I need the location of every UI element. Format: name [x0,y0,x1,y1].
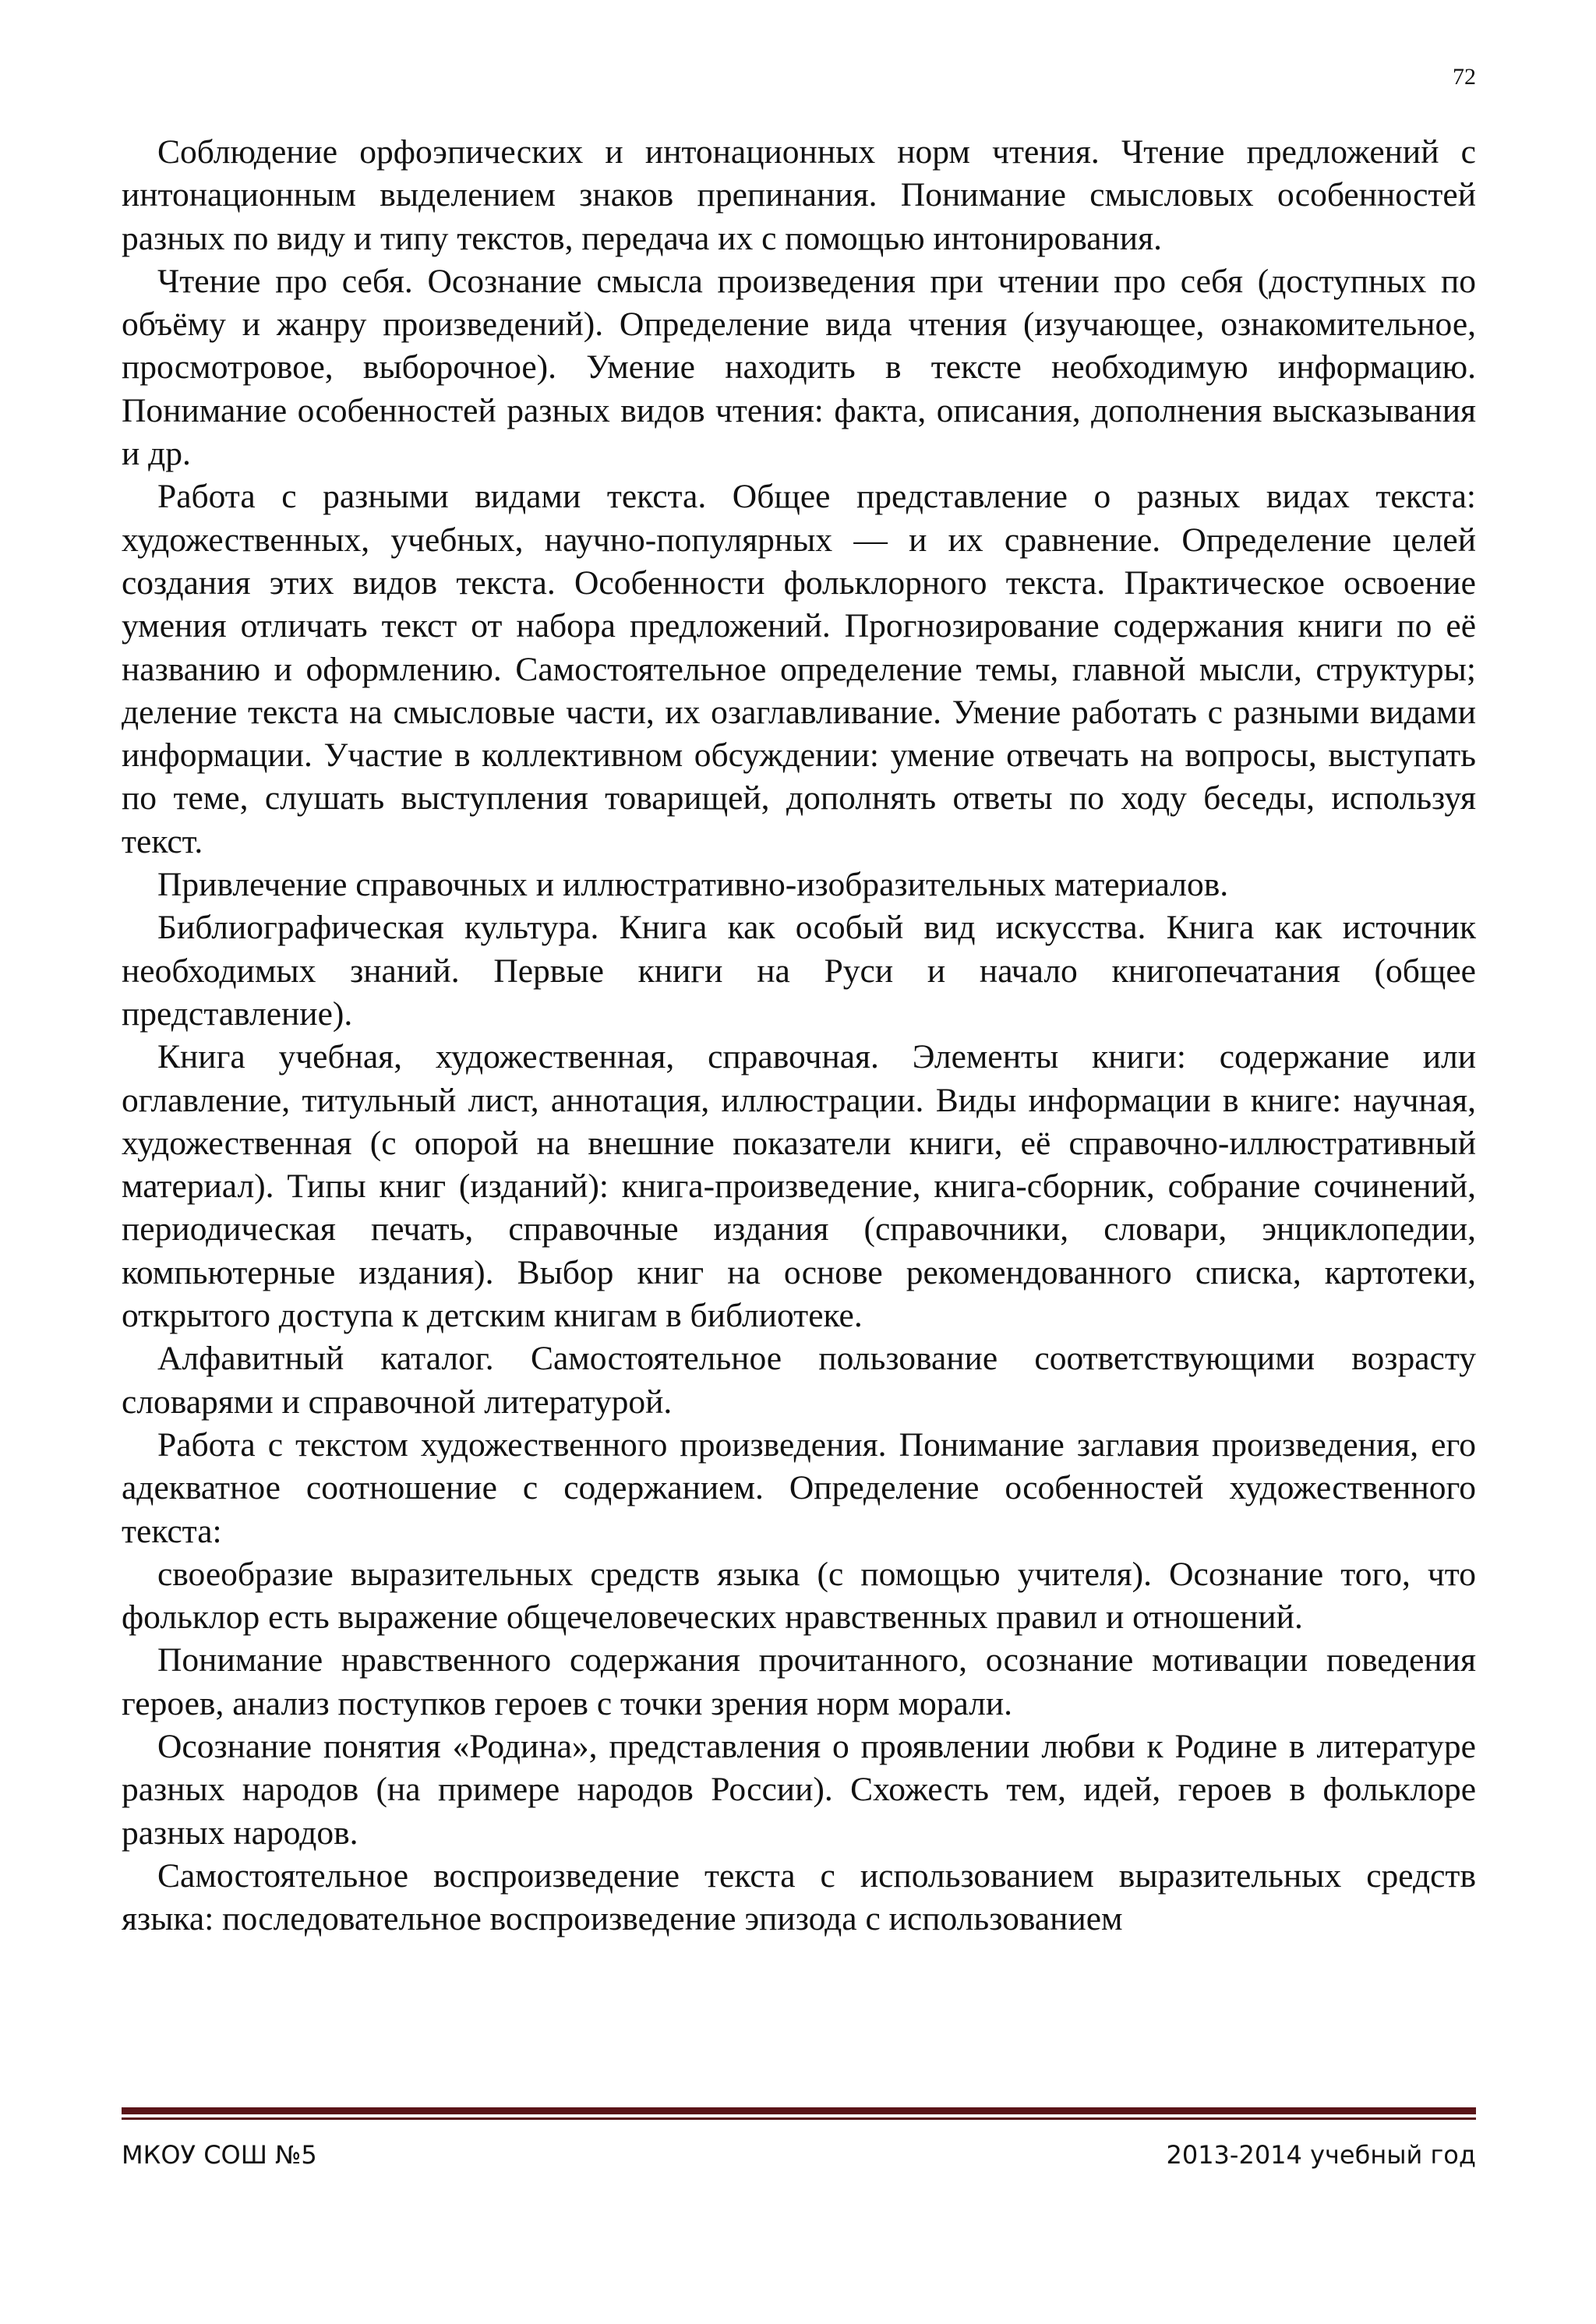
paragraph-bibliographic-culture: Библиографическая культура. Книга как особый вид искусства. Книга как источник необходимых знаний. Первые книги на Руси и начало книгопечатания (общее представление). [122,909,1476,1033]
paragraph-expressive-means: своеобразие выразительных средств языка (с помощью учителя). Осознание того, что фольклор есть выражение общечеловеческих нравственных правил и отношений. [122,1555,1476,1637]
paragraph-reference-materials: Привлечение справочных и иллюстративно-изобразительных материалов. [157,866,1229,904]
page-number: 72 [1453,64,1476,90]
paragraph-retelling: Самостоятельное воспроизведение текста с использованием выразительных средств языка: последовательное воспроизведение эпизода с использованием [122,1856,1476,1938]
paragraph-literary-text: Работа с текстом художественного произведения. Понимание заглавия произведения, его адекватное соотношение с содержанием. Определение особенностей художественного текста: [122,1425,1476,1550]
paragraph-book-kinds: Книга учебная, художественная, справочная. Элементы книги: содержание или оглавление, титульный лист, аннотация, иллюстрации. Виды информации в книге: научная, художественная (с опорой на внешние показатели книги, её справочно-иллюстративный материал). Типы книг (изданий): книга-произведение, книга-сборник, собрание сочинений, периодическая печать, справочные издания (справочники, словари, энциклопедии, компьютерные издания). Выбор книг на основе рекомендованного списка, картотеки, открытого доступа к детским книгам в библиотеке. [122,1038,1476,1335]
footer-rule-thick [122,2107,1476,2114]
paragraph-moral-content: Понимание нравственного содержания прочитанного, осознание мотивации поведения героев, анализ поступков героев с точки зрения норм морали. [122,1641,1476,1722]
footer-rule-thin [122,2117,1476,2120]
paragraph-text-types: Работа с разными видами текста. Общее представление о разных видах текста: художественных, учебных, научно-популярных — и их сравнение. Определение целей создания этих видов текста. Особенности фольклорного текста. Практическое освоение умения отличать текст от набора предложений. Прогнозирование содержания книги по её названию и оформлению. Самостоятельное определение темы, главной мысли, структуры; деление текста на смысловые части, их озаглавливание. Умение работать с разными видами информации. Участие в коллективном обсуждении: умение отвечать на вопросы, выступать по теме, слушать выступления товарищей, дополнять ответы по ходу беседы, используя текст. [122,478,1476,860]
paragraph-reading-norms: Соблюдение орфоэпических и интонационных норм чтения. Чтение предложений с интонационным выделением знаков препинания. Понимание смысловых особенностей разных по виду и типу текстов, передача их с помощью интонирования. [122,133,1476,257]
paragraph-alphabetic-catalog: Алфавитный каталог. Самостоятельное пользование соответствующими возрасту словарями и справочной литературой. [122,1340,1476,1421]
footer-year: 2013-2014 учебный год [1166,2140,1476,2170]
body-text [122,131,1476,1941]
paragraph-silent-reading: Чтение про себя. Осознание смысла произведения при чтении про себя (доступных по объёму и жанру произведений). Определение вида чтения (изучающее, ознакомительное, просмотровое, выборочное). Умение находить в тексте необходимую информацию. Понимание особенностей разных видов чтения: факта, описания, дополнения высказывания и др. [122,262,1476,473]
footer-school: МКОУ СОШ №5 [122,2140,317,2170]
paragraph-motherland: Осознание понятия «Родина», представления о проявлении любви к Родине в литературе разных народов (на примере народов России). Схожесть тем, идей, героев в фольклоре разных народов. [122,1727,1476,1852]
